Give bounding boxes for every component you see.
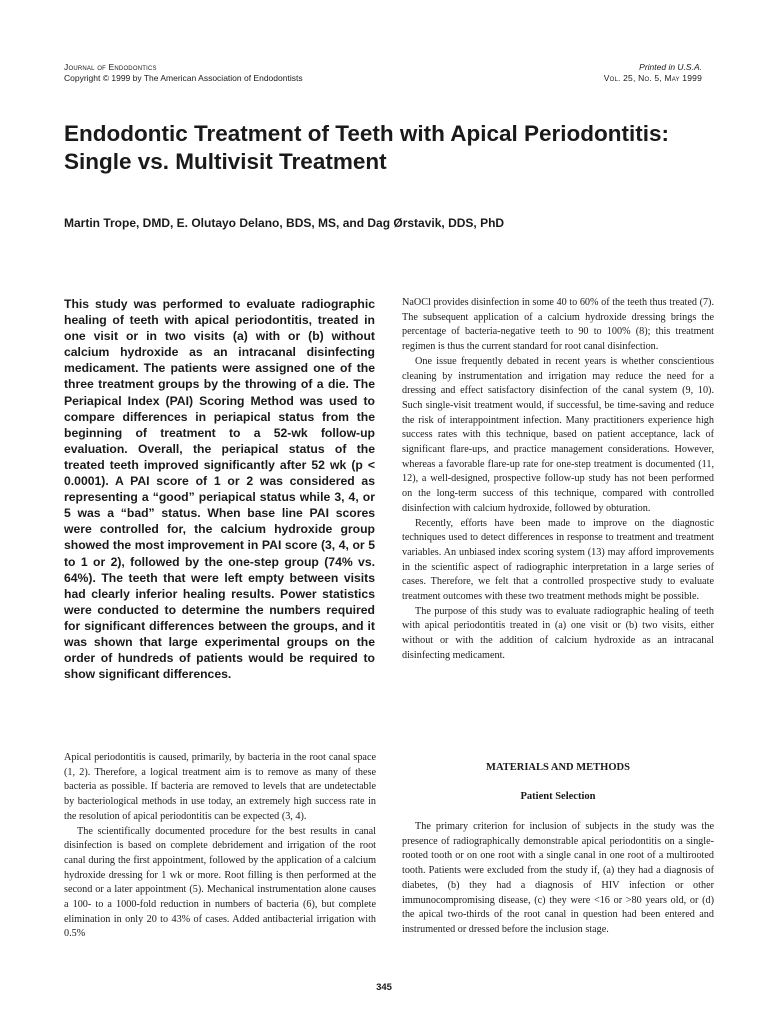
body-paragraph: The primary criterion for inclusion of subjects in the study was the presence of radiographically demonstrable apical periodontitis on a single-rooted tooth or on one root with a single canal in one root of a multirooted tooth. Patients were excluded from the study if, (a) they had a diagnosis of diabetes, (b) they had a diagnosis of HIV infection or other immunocompromising disease, (c) they were <16 or >80 years old, or (d) the apical two-thirds of the root canal in question had been entered and instrumented or dressed before the inclusion stage. [402,821,714,935]
body-paragraph: The scientifically documented procedure for the best results in canal disinfection is based on complete debridement and irrigation of the root canal during the first appointment, followed by the application of a calcium hydroxide dressing for 1 wk or more. Root filling is then performed at the second or a later appointment (5). Mechanical instrumentation alone causes a 100- to a 1000-fold reduction in numbers of bacteria (6), but complete elimination in only 20 to 43% of cases. Added antibacterial irrigation with 0.5% [64,825,376,940]
body-paragraph: NaOCl provides disinfection in some 40 to 60% of the teeth thus treated (7). The subsequent application of a calcium hydroxide dressing brings the percentage of bacteria-negative teeth to 90 to 100% (8); this treatment regimen is thus the current standard for root canal disinfection. [402,297,714,353]
methods-column [402,820,714,938]
introduction-left-column [64,751,376,942]
body-paragraph: One issue frequently debated in recent years is whether conscientious cleaning by instrumentation and irrigation may reduce the need for a dressing and effect satisfactory disinfection of the canal system (9, 10). Such single-visit treatment would, if successful, be time-saving and reduce the risk of interappointment infection. Many practitioners experience high success rates with this technique, based on patient acceptance, lack of significant flare-ups, and practice management considerations. However, whereas a favorable flare-up rate for one-step treatment is documented (11, 12), a well-designed, prospective follow-up study has not been performed on the long-term success of this technique, compared with controlled disinfection with calcium hydroxide, followed by obturation. [402,355,714,514]
introduction-right-column [402,296,714,664]
section-heading: MATERIALS AND METHODS [486,762,630,773]
subsection-heading: Patient Selection [520,791,596,802]
body-paragraph: Recently, efforts have been made to improve on the diagnostic techniques used to detect differences in response to treatment and treatment variables. An unbiased index scoring system (13) may afford improvements in the scientific aspect of radiographic interpretation in a large series of cases. Therefore, we felt that a controlled prospective study to evaluate treatment outcomes with these two treatment methods might be possible. [402,517,714,603]
printed-line: Printed in U.S.A. [639,62,702,72]
page-number: 345 [376,982,392,993]
abstract: This study was performed to evaluate radiographic healing of teeth with apical periodontitis, treated in one visit or in two visits (a) with or (b) without calcium hydroxide as an intracanal disinfecting medicament. The patients were assigned one of the three treatment groups by the throwing of a die. The Periapical Index (PAI) Scoring Method was used to compare differences in periapical status from the beginning of treatment to a 52-wk follow-up evaluation. Overall, the periapical status of the treated teeth improved significantly after 52 wk (p < 0.0001). A PAI score of 1 or 2 was considered as representing a “good” periapical status while 3, 4, or 5 was a “bad” status. When base line PAI scores were controlled for, the calcium hydroxide group showed the most improvement in PAI score (3, 4, or 5 to 1 or 2), followed by the one-step group (74% vs. 64%). The teeth that were left empty between visits had clearly inferior healing results. Power statistics were conducted to determine the numbers required for significant differences between the groups, and it was shown that large experimental groups on the order of hundreds of patients would be required to show significant differences. [64,297,375,682]
body-paragraph: The purpose of this study was to evaluate radiographic healing of teeth with apical periodontitis treated in (a) one visit or (b) two visits, either without or with the addition of calcium hydroxide as an intracanal disinfecting medicament. [402,605,714,661]
copyright-line: Copyright © 1999 by The American Association of Endodontists [64,73,303,83]
author-list: Martin Trope, DMD, E. Olutayo Delano, BDS, MS, and Dag Ørstavik, DDS, PhD [64,216,505,230]
journal-name: Journal of Endodontics [64,62,157,72]
issue-header [604,62,702,84]
article-title: Endodontic Treatment of Teeth with Apical Periodontitis: Single vs. Multivisit Treatment [64,121,670,174]
journal-header [64,62,303,84]
body-paragraph: Apical periodontitis is caused, primarily, by bacteria in the root canal space (1, 2). Therefore, a logical treatment aim is to remove as many of these bacteria as possible. If bacteria are removed to levels that are undetectable by bacteriological methods in use today, an extremely high success rate in the resolution of apical periodontitis can be expected (3, 4). [64,752,376,822]
volume-line: Vol. 25, No. 5, May 1999 [603,73,702,83]
